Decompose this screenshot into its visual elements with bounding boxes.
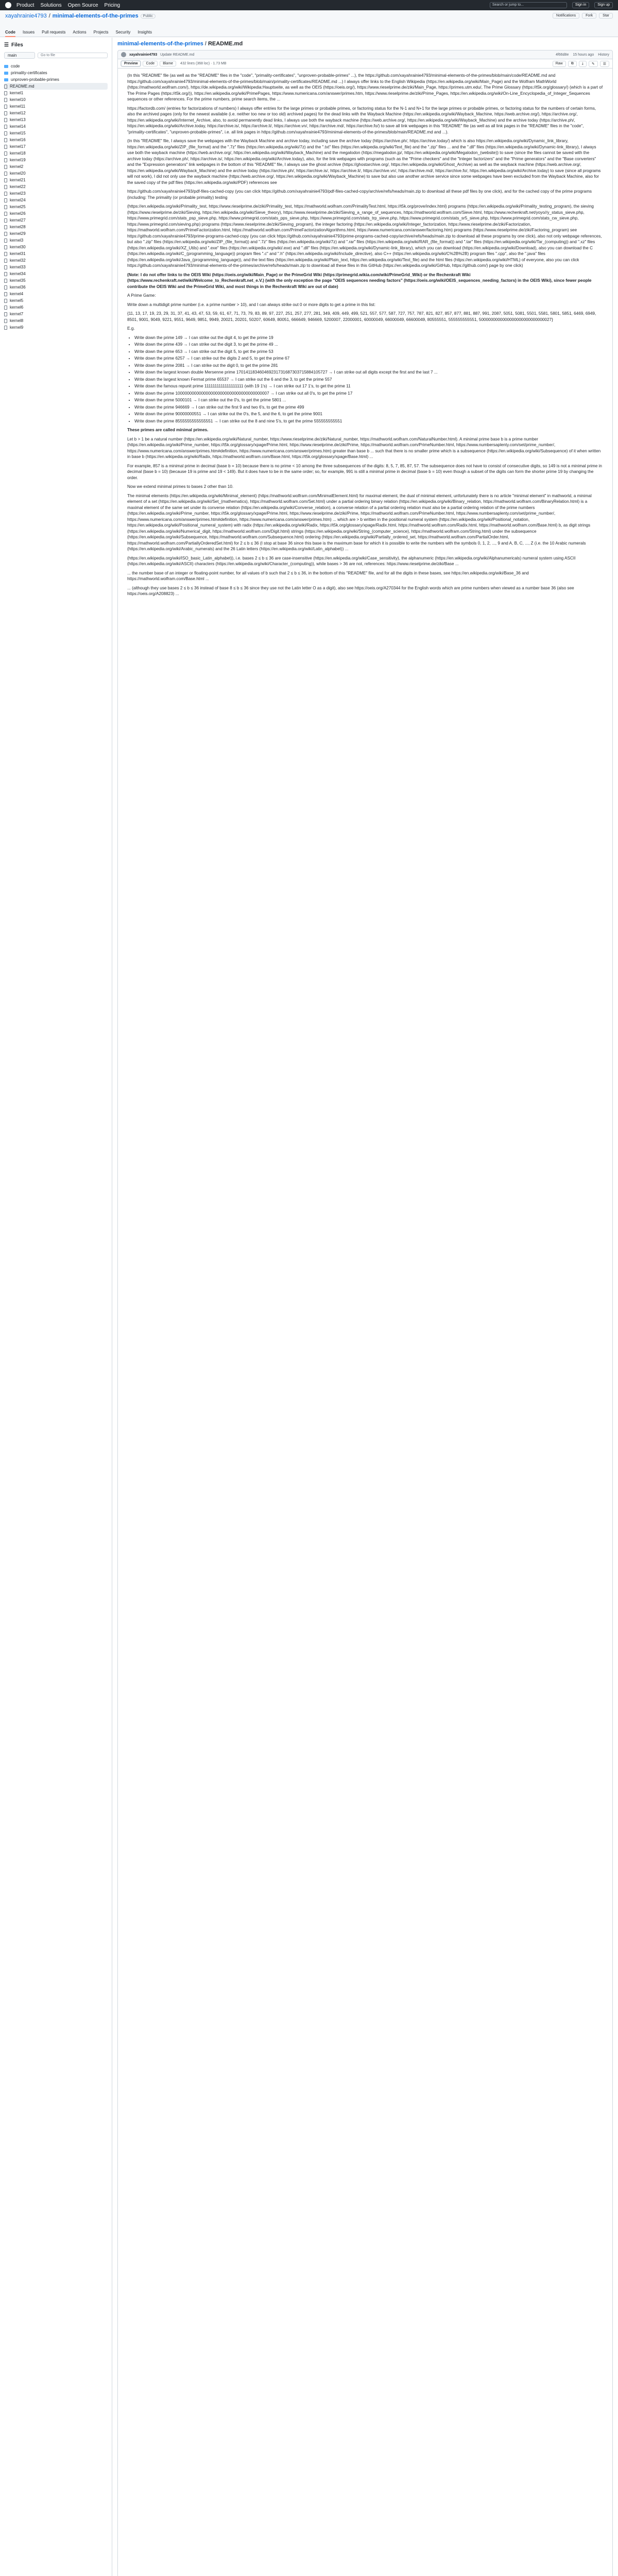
- tab-code[interactable]: Code: [5, 30, 15, 37]
- sidebar-file-item[interactable]: [4, 150, 108, 157]
- github-logo-icon[interactable]: [5, 2, 11, 8]
- file-icon: [4, 326, 7, 330]
- readme-eg: E.g.: [127, 326, 135, 331]
- example-item: • Write down the prime 5000101 → I can strike out the 0's, to get the prime 5801 ...: [134, 397, 603, 403]
- file-icon: [4, 131, 7, 135]
- sidebar-item-label: kernel3: [10, 238, 24, 243]
- example-item: • Write down the largest known Fermat prime 65537 → I can strike out the 6 and the 3, to get the prime 557: [134, 377, 603, 383]
- sidebar-file-item[interactable]: [4, 270, 108, 277]
- repo-name-link[interactable]: minimal-elements-of-the-primes: [52, 13, 139, 19]
- commit-message[interactable]: Update README.md: [160, 53, 195, 57]
- tab-security[interactable]: Security: [115, 30, 131, 35]
- file-toolbar: [117, 59, 613, 69]
- sidebar-item-label: kernel31: [10, 251, 26, 256]
- tab-code-view[interactable]: Code: [143, 61, 158, 66]
- file-icon: [4, 306, 7, 310]
- notifications-button[interactable]: Notifications: [553, 13, 579, 19]
- global-header: [0, 0, 618, 10]
- sidebar-item-label: kernel35: [10, 278, 26, 283]
- sidebar-item-label: kernel26: [10, 211, 26, 216]
- file-icon: [4, 252, 7, 256]
- download-icon[interactable]: ⤓: [579, 61, 587, 67]
- sidebar-folder-item[interactable]: [4, 63, 108, 70]
- file-icon: [4, 151, 7, 156]
- branch-selector[interactable]: main: [4, 52, 35, 59]
- nav-solutions[interactable]: Solutions: [40, 2, 62, 8]
- sidebar-file-item[interactable]: [4, 143, 108, 150]
- readme-paragraph: Now we extend minimal primes to bases 2 other than 10.: [127, 484, 234, 489]
- file-icon: [4, 145, 7, 149]
- file-tree-sidebar: [0, 38, 112, 2576]
- sidebar-file-item[interactable]: [4, 204, 108, 210]
- readme-paragraph: (https://en.wikipedia.org/wiki/ISO_basic_Latin_alphabet)), i.e. bases 2 ≤ b ≤ 36 are case-insensitive (https://en.wikipedia.org/wiki/Case_sensitivity), the alphanumeric (https://en.wikipedia.org/wiki/Alphanumericals) numeral system using ASCII (https://en.wikipedia.org/wiki/ASCII) characters (https://en.wikipedia.org/wiki/Character_(computing)), while bases > 36 are not, references: https://www.rieselprime.de/ziki/Base ...: [127, 555, 576, 566]
- sidebar-file-item[interactable]: [4, 277, 108, 284]
- sidebar-item-label: kernel25: [10, 205, 26, 209]
- file-tools: [553, 61, 609, 67]
- breadcrumb-repo-link[interactable]: minimal-elements-of-the-primes: [117, 41, 203, 47]
- file-icon: [4, 272, 7, 276]
- readme-paragraph: (https://en.wikipedia.org/wiki/Primality_test, https://www.rieselprime.de/ziki/Primality_test, https://mathworld.wolfram.com/PrimalityTest.html, https://t5k.org/prove/index.html) programs (https://en.wikipedia.org/wiki/Primality_testing_program), the sieving (https://www.rieselprime.de/ziki/Sieving, https://en.wikipedia.org/wiki/Sieve_theory), https://www.rieselprime.de/ziki/Sieving_a_range_of_sequences, https://mathworld.wolfram.com/Sieve.html, https://www.rechenkraft.net/yoyo//y_status_sieve.php, https://www.primegrid.com/stats_psp_sieve.php, https://www.primegrid.com/stats_pps_sieve.php, https://www.primegrid.com/stats_trp_sieve.php, https://www.primegrid.com/stats_sr5_sieve.php, https://www.primegrid.com/stats_cw_sieve.php, https://www.primegrid.com/sieving.php) programs (https://www.rieselprime.de/ziki/Sieving_program), the integer factoring (https://en.wikipedia.org/wiki/Integer_factorization, https://www.rieselprime.de/ziki/Factorization, https://mathworld.wolfram.com/PrimeFactorization.html, https://mathworld.wolfram.com/PrimeFactorizationAlgorithms.html, https://www.numericana.com/answer/factoring.htm) programs (https://www.rieselprime.de/ziki/Factoring_program) see https://github.com/xayahrainie4793/prime-programs-cached-copy (you can click https://github.com/xayahrainie4793/prime-programs-cached-copy/archive/refs/heads/main.zip to download all these programs by one click), also not only webpage references, but also ".zip" files (https://en.wikipedia.org/wiki/ZIP_(file_format)) and ".7z" files (https://en.wikipedia.org/wiki/7z) and ".rar" files (https://en.wikipedia.org/wiki/RAR_(file_format)) and ".tar" files (https://en.wikipedia.org/wiki/Tar_(computing)) and ".xz" files (https://en.wikipedia.org/wiki/XZ_Utils) and ".exe" files (https://en.wikipedia.org/wiki/.exe) and ".dll" files (https://en.wikipedia.org/wiki/Dynamic-link_library), which you can download (https://en.wikipedia.org/wiki/Download), also you can download the C (https://en.wikipedia.org/wiki/C_(programming_language)) program files ".c" and ".h" (https://en.wikipedia.org/wiki/Include_directive), also C++ (https://en.wikipedia.org/wiki/C%2B%2B) program files ".cpp", also the ".java" files (https://en.wikipedia.org/wiki/Java_(programming_language)), and the text files (https://en.wikipedia.org/wiki/Plain_text, https://en.wikipedia.org/wiki/Text_file) and the html files (https://en.wikipedia.org/wiki/HTML) of everyone, also you can click https://github.com/xayahrainie4793/minimal-elements-of-the-primes/archive/refs/heads/main.zip to download all these files in this GitHub (https://en.wikipedia.org/wiki/GitHub, https://github.com/) page by one click): [127, 204, 602, 268]
- example-item: • Write down the prime 149 → I can strike out the digit 4, to get the prime 19: [134, 335, 603, 341]
- sidebar-file-item[interactable]: [4, 96, 108, 103]
- file-icon: [4, 118, 7, 122]
- sidebar-file-item[interactable]: [4, 137, 108, 143]
- sidebar-item-label: kernel20: [10, 171, 26, 176]
- nav-open-source[interactable]: Open Source: [67, 2, 98, 8]
- file-icon: [4, 319, 7, 323]
- sidebar-file-item[interactable]: [4, 324, 108, 331]
- raw-button[interactable]: Raw: [553, 61, 566, 67]
- sidebar-file-item[interactable]: [4, 311, 108, 317]
- tab-projects[interactable]: Projects: [93, 30, 109, 35]
- file-icon: [4, 198, 7, 202]
- readme-paragraph: These primes are called minimal primes.: [127, 428, 209, 432]
- sidebar-file-item[interactable]: [4, 110, 108, 116]
- file-icon: [4, 218, 7, 223]
- file-icon: [4, 165, 7, 169]
- file-icon: [4, 205, 7, 209]
- sidebar-file-item[interactable]: [4, 177, 108, 183]
- repo-actions: [553, 13, 613, 19]
- file-icon: [4, 178, 7, 182]
- repo-title: [5, 13, 156, 19]
- example-item: • Write down the prime 90000000551 → I can strike out the 0's, the 5, and the 6, to get the prime 9001: [134, 411, 603, 417]
- sidebar-item-label: kernel16: [10, 138, 26, 142]
- file-icon: [4, 279, 7, 283]
- readme-paragraph: ... (although they use bases 2 ≤ b ≤ 36 instead of base 8 ≤ b ≤ 36 since they use not the Latin letter O as a digit), also see https://oeis.org/A270344 for the English words which are prime numbers when viewed as a number base 36 (also see https://oeis.org/A208823) ...: [127, 585, 574, 596]
- latest-commit-bar: [117, 50, 613, 59]
- repo-tabs: [5, 30, 152, 37]
- file-icon: [4, 111, 7, 115]
- sidebar-item-label: README.md: [10, 84, 35, 89]
- commit-author-link[interactable]: xayahrainie4793: [129, 53, 158, 57]
- sidebar-file-item[interactable]: [4, 317, 108, 324]
- file-icon: [4, 138, 7, 142]
- file-icon: [4, 172, 7, 176]
- sidebar-item-label: kernel15: [10, 131, 26, 135]
- sidebar-file-item[interactable]: [4, 304, 108, 311]
- sidebar-file-item[interactable]: [4, 170, 108, 177]
- file-icon: [4, 225, 7, 229]
- sidebar-item-label: kernel19: [10, 158, 26, 162]
- sidebar-item-label: kernel23: [10, 191, 26, 196]
- tab-blame[interactable]: Blame: [160, 61, 176, 66]
- example-item: • Write down the prime 653 → I can strike out the digit 5, to get the prime 53: [134, 349, 603, 355]
- file-icon: [4, 84, 7, 89]
- example-item: • Write down the prime 2081 → I can strike out the digit 0, to get the prime 281: [134, 363, 603, 369]
- sidebar-file-item[interactable]: [4, 244, 108, 250]
- avatar[interactable]: [121, 52, 126, 57]
- file-icon: [4, 105, 7, 109]
- sidebar-file-item[interactable]: [4, 183, 108, 190]
- readme-paragraph: Let b > 1 be a natural number (https://en.wikipedia.org/wiki/Natural_number, https://www.rieselprime.de/ziki/Natural_number, https://mathworld.wolfram.com/NaturalNumber.html). A minimal prime base b is a prime number (https://en.wikipedia.org/wiki/Prime_number, https://t5k.org/glossary/xpage/Prime.html, https://www.rieselprime.de/ziki/Prime, https://mathworld.wolfram.com/PrimeNumber.html, https://www.numbersaplenty.com/set/prime_number/, https://www.numericana.com/answer/primes.htm#definition, https://www.numericana.com/answer/primes.htm) greater than base b ... such that there is no smaller prime which is a subsequence (https://en.wikipedia.org/wiki/Subsequence) of it when written in base b (https://en.wikipedia.org/wiki/Radix, https://mathworld.wolfram.com/Base.html, https://t5k.org/glossary/xpage/Base.html) ...: [127, 436, 601, 459]
- example-item: • Write down the prime 439 → I can strike out the digit 3, to get the prime 49 ...: [134, 342, 603, 348]
- readme-paragraph: For example, 857 is a minimal prime in decimal (base b = 10) because there is no prime < 10 among the three subsequences of the digits: 8, 5, 7, 85, 87, 57. The subsequence does not have to consist of consecutive digits, so 149 is not a minimal prime in decimal (base b = 10) (because 19 is prime and 19 < 149). But it does have to be in the same order; so, for example, 991 is still a minimal prime in decimal (base b = 10) even though a subset of the digits can form the shorter prime 19 by changing the order.: [127, 463, 602, 480]
- global-nav: [16, 3, 120, 8]
- folder-icon: [4, 72, 8, 75]
- tab-preview[interactable]: Preview: [121, 61, 141, 66]
- sidebar-item-label: kernel1: [10, 91, 24, 95]
- sidebar-item-label: code: [11, 64, 20, 69]
- files-header: [4, 41, 108, 49]
- sidebar-file-item[interactable]: [4, 123, 108, 130]
- sidebar-item-label: unproven-probable-primes: [11, 77, 59, 82]
- nav-product[interactable]: Product: [16, 2, 35, 8]
- sidebar-item-label: kernel4: [10, 292, 24, 296]
- commit-age: 15 hours ago: [573, 53, 594, 57]
- file-tree: [4, 63, 108, 331]
- sidebar-item-label: kernel13: [10, 117, 26, 122]
- breadcrumb-separator: /: [204, 41, 207, 47]
- folder-icon: [4, 78, 8, 81]
- readme-paragraph: (In this "README" file, I always save the webpages with the Wayback Machine and archive today, including save the archive today (https://archive.ph/, https://archive.today/) which is also https://en.wikipedia.org/wiki/Dynamic_link_library, https://en.wikipedia.org/wiki/ZIP_(file_format) and the ".7z" files (https://en.wikipedia.org/wiki/7z) and the ".txt" files (https://en.wikipedia.org/wiki/Text_file) and the ".zip" files ... and the ".dll" files (https://en.wikipedia.org/wiki/Dynamic-link_library), I always use both the wayback machine (https://web.archive.org/, https://en.wikipedia.org/wiki/Wayback_Machine) and the megalodon (https://megalodon.jp/, https://en.wikipedia.org/wiki/Megalodon_(website)) to save (since the files cannot be saved with the archive today (https://archive.ph/, https://archive.is/, https://en.wikipedia.org/wiki/Archive.today), also, for the link webpages with programs (such as the "Prime checkers" and the "Integer factorizers" and the "Prime generators" and the "Base converters" and the "Expression generators" link webpages in the bottom of this "README" file, I always use the ghost archive (https://ghostarchive.org/, https://en.wikipedia.org/wiki/Ghost_Archive) as well as the wayback machine (https://web.archive.org/, https://en.wikipedia.org/wiki/Wayback_Machine) and the archive today (https://archive.ph/, https://archive.is/, https://archive.li/, https://archive.vn/, https://archive.md/, https://archive.fo/, https://en.wikipedia.org/wiki/Archive.today) to save (since all programs will not work), I did not only use the wayback machine (https://web.archive.org/, https://en.wikipedia.org/wiki/Wayback_Machine) to save but also use another archive service since some webpages have been excluded from the Wayback Machine, also for the saved copy of the pdf files (https://en.wikipedia.org/wiki/PDF) references see: [127, 139, 601, 185]
- example-item: • Write down the prime 1000000000000000000000000000000000000007 → I can strike out all 0's, to get the prime 17: [134, 391, 603, 397]
- repo-separator: /: [48, 13, 50, 19]
- sidebar-file-item[interactable]: [4, 197, 108, 204]
- file-icon: [4, 259, 7, 263]
- sidebar-file-item[interactable]: [4, 230, 108, 237]
- sidebar-item-label: kernel28: [10, 225, 26, 229]
- readme-paragraph: (In this "README" file (as well as the "README" files in the "code", "primality-certificates", "unproven-probable-primes" ...), the https://github.com/xayahrainie4793/minimal-elements-of-the-primes/blob/main/code/README.md and https://github.com/xayahrainie4793/minimal-elements-of-the-primes/blob/main/primality-certificates/README.md ...) I always offer links to the English Wikipedia (https://en.wikipedia.org/wiki/Main_Page) and the Wolfram MathWorld (https://mathworld.wolfram.com/), https://de.wikipedia.org/wiki/Wikipedia:Hauptseite, as well as the OEIS (https://oeis.org/), https://www.rieselprime.de/ziki/Main_Page, https://primes.utm.edu/, The Prime Glossary (https://t5k.org/glossary/) (which is a part of The Prime Pages (https://t5k.org/)), https://en.wikipedia.org/wiki/PrimePages, https://www.numericana.com/answer/primes.htm, https://www.rieselprime.de/ziki/Prime_Pages, https://en.wikipedia.org/wiki/On-Line_Encyclopedia_of_Integer_Sequences sequences or other references. For the prime numbers, prime search items, the ...: [127, 73, 603, 101]
- file-meta: 432 lines (368 loc) · 1.73 MB: [180, 62, 227, 65]
- file-icon: [4, 239, 7, 243]
- star-button[interactable]: Star: [599, 13, 613, 19]
- file-icon: [4, 91, 7, 95]
- sidebar-file-item[interactable]: [4, 237, 108, 244]
- sidebar-file-item[interactable]: [4, 217, 108, 224]
- sidebar-file-item[interactable]: [4, 224, 108, 230]
- files-title: Files: [11, 42, 23, 48]
- file-icon: [4, 265, 7, 269]
- readme-paragraph: The minimal elements (https://en.wikipedia.org/wiki/Minimal_element) (https://mathworld.wolfram.com/MinimalElement.html) for maximal element, the dual of minimal element, unfortunately there is no article "minimal element" in mathworld, a minimal element of a set (https://en.wikipedia.org/wiki/Set_(mathematics), https://mathworld.wolfram.com/Set.html) under a partial ordering binary relation (https://en.wikipedia.org/wiki/Binary_relation, https://mathworld.wolfram.com/BinaryRelation.html) is a maximal element of the same set under its converse relation (https://en.wikipedia.org/wiki/Converse_relation), a converse relation of a partial ordering relation must also be a partial ordering relation of the prime numbers (https://en.wikipedia.org/wiki/Prime_number, https://t5k.org/glossary/xpage/Prime.html, https://www.rieselprime.de/ziki/Prime, https://mathworld.wolfram.com/PrimeNumber.html, https://www.numbersaplenty.com/set/prime_number/, https://www.numericana.com/answer/primes.htm#definition, https://www.numericana.com/answer/primes.htm) ... which are > b written in the positional numeral system (https://en.wikipedia.org/wiki/Positional_notation, https://en.wikipedia.org/wiki/Positional_numeral_system) with radix (https://en.wikipedia.org/wiki/Radix, https://t5k.org/glossary/xpage/Radix.html, https://mathworld.wolfram.com/Radix.html, https://mathworld.wolfram.com/Base.html) b, as digit strings (https://en.wikipedia.org/wiki/Numerical_digit, https://mathworld.wolfram.com/Digit.html) strings (https://en.wikipedia.org/wiki/String_(computer_science), https://mathworld.wolfram.com/String.html) under the subsequence (https://en.wikipedia.org/wiki/Subsequence, https://mathworld.wolfram.com/Subsequence.html) ordering (https://en.wikipedia.org/wiki/Partially_ordered_set, https://mathworld.wolfram.com/PartialOrder.html, https://mathworld.wolfram.com/PartiallyOrderedSet.html) for 2 ≤ b ≤ 36 (I stop at base 36 since this base is the maximum base for which it is possible to write the numbers with the symbols 0, 1, 2, ..., 9 and A, B, C, ..., Z (i.e. the 10 Arabic numerals (https://en.wikipedia.org/wiki/Arabic_numerals) and the 26 Latin letters (https://en.wikipedia.org/wiki/Latin_alphabet)) ...: [127, 493, 592, 551]
- global-search-input[interactable]: Search or jump to...: [490, 2, 567, 8]
- sidebar-file-item[interactable]: [4, 257, 108, 264]
- visibility-badge: Public: [141, 14, 156, 19]
- readme-paragraph: Write down a multidigit prime number (i.e. a prime number > 10), and I can always strike out 0 or more digits to get a prime in this list:: [127, 302, 375, 307]
- fork-button[interactable]: Fork: [582, 13, 596, 19]
- sidebar-file-item[interactable]: [4, 190, 108, 197]
- sidebar-item-label: kernel6: [10, 305, 24, 310]
- breadcrumb: [117, 41, 613, 47]
- example-list: [134, 335, 603, 425]
- tab-issues[interactable]: Issues: [23, 30, 35, 35]
- sidebar-collapse-icon[interactable]: ☰: [4, 42, 9, 48]
- sidebar-file-item[interactable]: [4, 210, 108, 217]
- file-icon: [4, 125, 7, 129]
- readme-paragraph: https://github.com/xayahrainie4793/pdf-files-cached-copy (you can click https://github.com/xayahrainie4793/pdf-files-cached-copy/archive/refs/heads/main.zip to download all these pdf files by one click), and for the cached copy of the prime programs (including: The primality (or probable primality) testing: [127, 189, 592, 200]
- sidebar-item-label: kernel36: [10, 285, 26, 290]
- repo-owner-link[interactable]: xayahrainie4793: [5, 13, 47, 19]
- edit-icon[interactable]: ✎: [589, 61, 598, 67]
- sidebar-item-label: kernel32: [10, 258, 26, 263]
- sidebar-file-item[interactable]: [4, 284, 108, 291]
- readme-note: (Note: I do not offer links to the OEIS Wiki (https://oeis.org/wiki/Main_Page) or the PrimeGrid Wiki (https://primegrid.wikia.com/wiki/PrimeGrid_Wiki) or the Rechenkraft Wiki (https://www.rechenkraft.net/wiki/Welcome_to_Rechenkraft.net_e.V.) (with the only exception the page "OEIS sequences needing factors" (https://oeis.org/wiki/OEIS_sequences_needing_factors) in the OEIS Wiki), since fewer people contribute the OEIS Wiki and the PrimeGrid Wiki, and most things in the Rechenkraft Wiki are out of date): [127, 272, 592, 289]
- sidebar-file-item[interactable]: [4, 163, 108, 170]
- tab-insights[interactable]: Insights: [138, 30, 152, 35]
- sidebar-item-label: kernel17: [10, 144, 26, 149]
- sidebar-file-item[interactable]: [4, 264, 108, 270]
- file-icon: [4, 285, 7, 290]
- example-item: • Write down the prime 946669 → I can strike out the first 9 and two 6's, to get the prime 499: [134, 404, 603, 411]
- file-icon: [4, 212, 7, 216]
- example-item: • Write down the largest known double Mersenne prime 170141183460469231731687303715884105727 → I can strike out all digits except the first and the last 7 ...: [134, 369, 603, 376]
- commit-meta: [556, 53, 609, 57]
- sidebar-item-label: kernel2: [10, 164, 24, 169]
- file-view: [117, 38, 613, 2576]
- sidebar-file-item[interactable]: [4, 297, 108, 304]
- outline-icon[interactable]: ☰: [600, 61, 609, 67]
- copy-icon[interactable]: ⧉: [568, 61, 577, 67]
- example-item: • Write down the famous repunit prime 1111111111111111111 (with 19 1's) → I can strike out 17 1's, to get the prime 11: [134, 383, 603, 389]
- sidebar-item-label: kernel12: [10, 111, 26, 115]
- file-icon: [4, 158, 7, 162]
- example-item: • Write down the prime 8555555555555551 → I can strike out the 8 and nine 5's, to get the prime 555555555551: [134, 418, 603, 425]
- sidebar-item-label: kernel34: [10, 272, 26, 276]
- sidebar-item-label: kernel9: [10, 325, 24, 330]
- file-icon: [4, 98, 7, 102]
- sidebar-item-label: kernel7: [10, 312, 24, 316]
- sidebar-item-label: kernel27: [10, 218, 26, 223]
- sidebar-item-label: kernel5: [10, 298, 24, 303]
- sign-up-button[interactable]: Sign up: [594, 2, 613, 8]
- breadcrumb-file: README.md: [208, 41, 243, 47]
- sidebar-item-label: kernel8: [10, 318, 24, 323]
- sidebar-item-label: kernel14: [10, 124, 26, 129]
- sidebar-file-item[interactable]: [4, 90, 108, 96]
- go-to-file-input[interactable]: Go to file: [38, 53, 108, 58]
- sidebar-file-item[interactable]: [4, 130, 108, 137]
- sidebar-file-item[interactable]: [4, 103, 108, 110]
- file-icon: [4, 185, 7, 189]
- sidebar-item-label: kernel22: [10, 184, 26, 189]
- example-item: • Write down the prime 6257 → I can strike out the digits 2 and 5, to get the prime 67: [134, 355, 603, 362]
- sidebar-item-label: kernel29: [10, 231, 26, 236]
- readme-paragraph: https://factordb.com/ (entries for factorizations of numbers) I always offer entries for the large primes or probable primes, or factoring status for the N-1 and N+1 for the large primes or probable primes, or factoring status for the numbers of certain forms, also the archived pages (only for the newest available (i.e. neither too new or too old) archived pages) for the dead links with the Wayback Machine (https://en.wikipedia.org/wiki/Wayback_Machine, https://web.archive.org/), https://archive.org/, https://en.wikipedia.org/wiki/Internet_Archive, also, to avoid permanently dead links, I always use both the wayback machine (https://web.archive.org/, https://en.wikipedia.org/wiki/Wayback_Machine) and the archive today (https://archive.ph/, https://en.wikipedia.org/wiki/Archive.today, https://archive.is/, https://archive.li/, https://archive.vn/, https://archive.md/, https://archive.fo/) to save all link webpages in this "README" file (as well as all link pages in the "README" files in the "code", "primality-certificates", "unproven-probable-primes", i.e. all link pages in https://github.com/xayahrainie4793/minimal-elements-of-the-primes/blob/main/README.md and ...).: [127, 106, 596, 134]
- sidebar-folder-item[interactable]: [4, 70, 108, 76]
- sidebar-item-label: kernel18: [10, 151, 26, 156]
- folder-icon: [4, 65, 8, 68]
- readme-heading: A Prime Game:: [127, 293, 156, 298]
- sidebar-file-item[interactable]: [4, 116, 108, 123]
- sidebar-item-label: kernel11: [10, 104, 26, 109]
- sidebar-item-label: primality-certificates: [11, 71, 47, 75]
- sidebar-item-label: kernel10: [10, 97, 26, 102]
- sidebar-file-item[interactable]: [4, 83, 108, 90]
- file-icon: [4, 312, 7, 316]
- tab-pull-requests[interactable]: Pull requests: [42, 30, 66, 35]
- repo-header: [0, 10, 618, 37]
- sidebar-file-item[interactable]: [4, 157, 108, 163]
- file-icon: [4, 245, 7, 249]
- history-link[interactable]: History: [598, 53, 609, 57]
- sidebar-item-label: kernel24: [10, 198, 26, 202]
- file-icon: [4, 292, 7, 296]
- sign-in-link[interactable]: Sign in: [572, 2, 589, 8]
- commit-hash[interactable]: 4f66d8e: [556, 53, 569, 57]
- file-icon: [4, 299, 7, 303]
- readme-paragraph: ... the number base of an integer or floating-point number, for all values of b such that 2 ≤ b ≤ 36, in the bottom of this "README" file, and for all the digits in these bases, see https://en.wikipedia.org/wiki/Base_36 and https://mathworld.wolfram.com/Base.html ...: [127, 570, 529, 581]
- sidebar-file-item[interactable]: [4, 291, 108, 297]
- sidebar-item-label: kernel21: [10, 178, 26, 182]
- prime-list: {11, 13, 17, 19, 23, 29, 31, 37, 41, 43, 47, 53, 59, 61, 67, 71, 73, 79, 83, 89, 97, 227, 251, 257, 277, 281, 349, 409, 449, 499, 521, 557, 577, 587, 727, 757, 787, 821, 827, 857, 877, 881, 887, 991, 2087, 5051, 5081, 5501, 5581, 5801, 5851, 6469, 6949, 8501, 9001, 9049, 9221, 9551, 9649, 9851, 9949, 20021, 20201, 50207, 60649, 80051, 666649, 946669, 5200007, 22000001, 60000049, 66000049, 66600049, 80555551, 555555555551, 5000000000000000000000000000027}: [127, 311, 596, 322]
- branch-row: [4, 52, 108, 59]
- sidebar-item-label: kernel33: [10, 265, 26, 269]
- nav-pricing[interactable]: Pricing: [104, 2, 121, 8]
- tab-actions[interactable]: Actions: [73, 30, 87, 35]
- sidebar-item-label: kernel30: [10, 245, 26, 249]
- sidebar-folder-item[interactable]: [4, 76, 108, 83]
- readme-content: [117, 69, 613, 2576]
- file-icon: [4, 232, 7, 236]
- file-icon: [4, 192, 7, 196]
- sidebar-file-item[interactable]: [4, 250, 108, 257]
